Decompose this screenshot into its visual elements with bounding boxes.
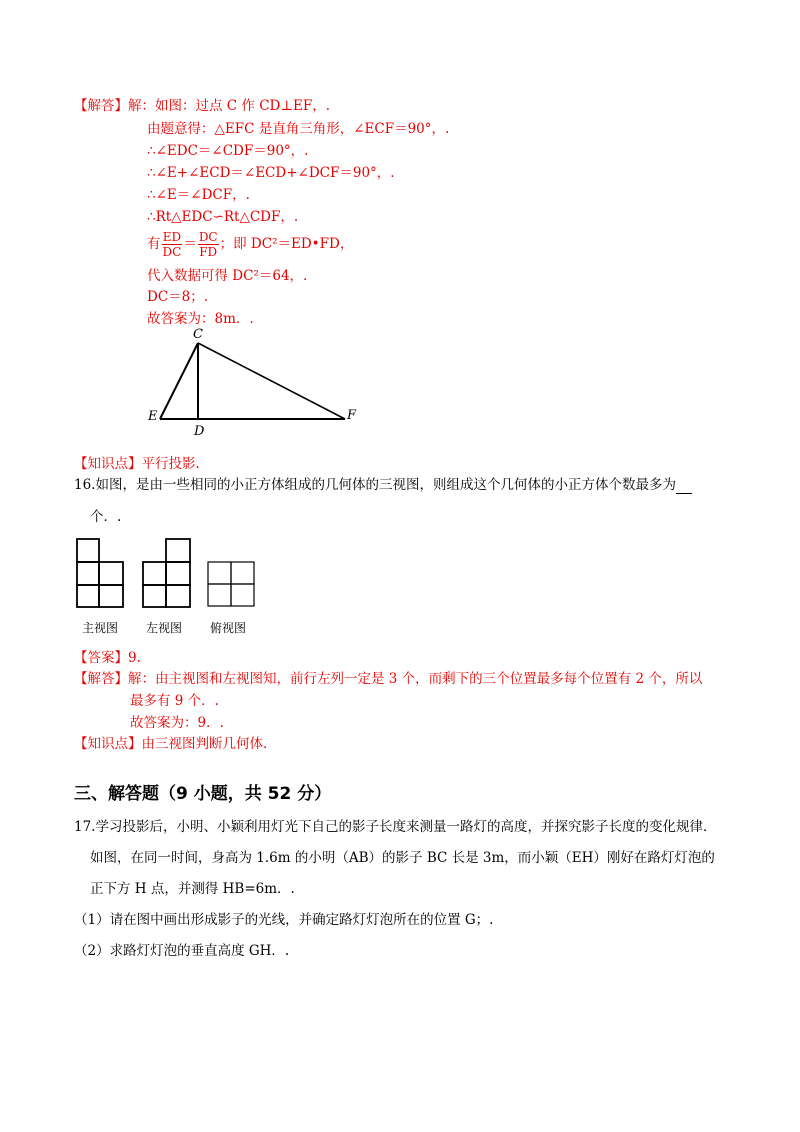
q17-line2: 如图，在同一时间，身高为 1.6m 的小明（AB）的影子 BC 长是 3m，而小颖（EH）刚好在路灯灯泡的 xyxy=(90,850,715,866)
q16-solution-text: 解：由主视图和左视图知，前行左列一定是 3 个，而剩下的三个位置最多每个位置有 2 个，所以 xyxy=(128,671,703,687)
q15-line7-suffix: ；即 DC²＝ED•FD， xyxy=(219,236,354,252)
q15-knowledge-text: 平行投影. xyxy=(141,456,200,472)
q16-solution-line1 xyxy=(74,670,702,688)
left-view xyxy=(143,539,190,607)
q16-question-text: 16.如图，是由一些相同的小正方体组成的几何体的三视图，则组成这个几何体的小正方体个数最多为 xyxy=(74,477,676,493)
q15-line6: ∴Rt△EDC∽Rt△CDF，. xyxy=(147,209,299,225)
label-c: C xyxy=(193,327,203,342)
front-cell-top xyxy=(77,539,99,562)
left-cell-mid-left xyxy=(143,562,166,585)
q15-line7-prefix: 有 xyxy=(147,236,161,252)
frac2-denominator: FD xyxy=(199,245,218,259)
frac1-numerator: ED xyxy=(162,230,182,244)
front-cell-bottom-left xyxy=(77,585,99,607)
label-e: E xyxy=(148,409,158,424)
q15-line5: ∴∠E＝∠DCF，. xyxy=(147,187,250,203)
frac2-numerator: DC xyxy=(198,230,218,244)
label-d: D xyxy=(194,424,205,437)
q17-part2: （2）求路灯灯泡的垂直高度 GH．. xyxy=(74,943,290,959)
triangle-figure xyxy=(140,325,370,437)
q15-line10: 故答案为：8m．. xyxy=(147,311,254,327)
q15-knowledge xyxy=(74,455,200,473)
front-cell-mid-right xyxy=(99,562,123,585)
view-label-front: 主视图 xyxy=(82,621,119,635)
q16-solution-tag: 【解答】 xyxy=(74,671,128,687)
view-label-top: 俯视图 xyxy=(210,621,247,635)
q15-line8: 代入数据可得 DC²＝64，. xyxy=(147,268,308,284)
top-cell-4 xyxy=(231,584,254,606)
q15-answer-tag: 【解答】 xyxy=(74,98,128,114)
edge-ce xyxy=(160,343,198,419)
q15-line9: DC＝8；. xyxy=(147,289,209,305)
q16-solution-line2: 最多有 9 个．. xyxy=(130,693,219,709)
fraction-ed-dc xyxy=(162,230,183,259)
top-cell-1 xyxy=(208,562,231,584)
front-cell-bottom-right xyxy=(99,585,123,607)
view-label-left: 左视图 xyxy=(146,621,183,635)
left-cell-top xyxy=(166,539,190,562)
left-cell-bottom-right xyxy=(166,585,190,607)
label-f: F xyxy=(347,408,357,423)
q16-question-line2: 个．. xyxy=(90,509,122,525)
q17-line3: 正下方 H 点，并测得 HB=6m．. xyxy=(90,881,295,897)
q17-part1: （1）请在图中画出形成影子的光线，并确定路灯灯泡所在的位置 G；. xyxy=(74,912,494,928)
q15-knowledge-tag: 【知识点】 xyxy=(74,456,142,472)
front-cell-mid-left xyxy=(77,562,99,585)
answer-blank xyxy=(676,479,692,494)
q15-line4: ∴∠E+∠ECD＝∠ECD+∠DCF＝90°，. xyxy=(147,165,395,181)
front-view xyxy=(77,539,123,607)
top-view xyxy=(208,562,254,606)
q16-question-line1 xyxy=(74,476,692,494)
q15-line7 xyxy=(147,228,353,260)
q16-answer xyxy=(74,649,141,667)
left-cell-bottom-left xyxy=(143,585,166,607)
fraction-dc-fd xyxy=(198,230,219,259)
q16-knowledge-tag: 【知识点】 xyxy=(74,736,142,752)
left-cell-mid-right xyxy=(166,562,190,585)
q16-solution-line3: 故答案为：9．. xyxy=(130,715,224,731)
frac1-denominator: DC xyxy=(162,245,182,259)
q15-line1-text: 解：如图：过点 C 作 CD⊥EF，. xyxy=(128,98,331,114)
q15-solution-line1 xyxy=(74,97,330,115)
top-cell-2 xyxy=(231,562,254,584)
q15-line2: 由题意得：△EFC 是直角三角形，∠ECF＝90°，. xyxy=(147,121,450,137)
edge-cf xyxy=(198,343,345,419)
q17-line1: 17.学习投影后，小明、小颖利用灯光下自己的影子长度来测量一路灯的高度，并探究影子长度的变化规律． xyxy=(74,819,717,835)
q15-line3: ∴∠EDC＝∠CDF＝90°，. xyxy=(147,143,309,159)
three-views-figure xyxy=(70,533,270,641)
q16-knowledge xyxy=(74,735,267,753)
frac-equals: ＝ xyxy=(183,236,197,252)
q16-answer-value: 9. xyxy=(128,650,141,666)
q16-answer-tag: 【答案】 xyxy=(74,650,128,666)
top-cell-3 xyxy=(208,584,231,606)
section-3-title: 三、解答题（9 小题，共 52 分） xyxy=(74,784,332,804)
q16-knowledge-text: 由三视图判断几何体. xyxy=(141,736,268,752)
